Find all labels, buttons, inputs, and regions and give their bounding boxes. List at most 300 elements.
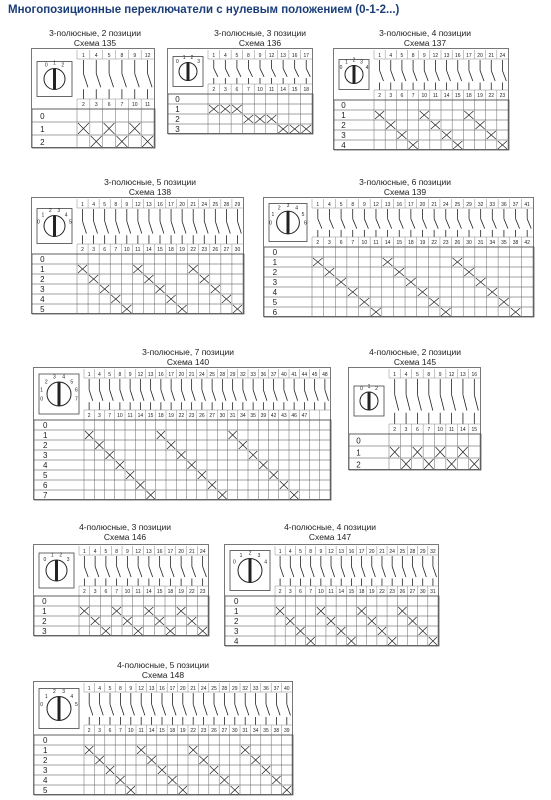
- position-label: 4: [43, 775, 48, 785]
- diagram-svg: [225, 545, 440, 647]
- position-label: 3: [42, 626, 47, 636]
- terminal-label: 3: [389, 93, 393, 99]
- contact-blade: [413, 71, 417, 82]
- contact-blade: [204, 221, 208, 233]
- knob-handle-icon: [353, 66, 356, 84]
- terminal-label: 7: [309, 589, 313, 595]
- contact-blade: [315, 390, 319, 401]
- contact-blade: [325, 390, 329, 401]
- terminal-label: 12: [137, 372, 144, 378]
- contact-blade: [413, 567, 417, 578]
- terminal-label: 20: [178, 549, 184, 555]
- terminal-label: 19: [477, 93, 483, 99]
- contact-blade: [222, 390, 226, 401]
- terminal-label: 14: [148, 728, 155, 734]
- contact-blade: [116, 221, 120, 233]
- terminal-label: 2: [87, 413, 91, 419]
- contact-blade: [447, 71, 451, 82]
- terminal-label: 22: [190, 728, 196, 734]
- position-label: 0: [175, 94, 180, 104]
- terminal-label: 6: [416, 427, 419, 433]
- scheme-caption: [270, 522, 390, 542]
- terminal-label: 3: [92, 247, 95, 253]
- contact-blade: [380, 71, 384, 82]
- terminal-label: 23: [499, 93, 506, 99]
- contact-blade: [162, 704, 166, 715]
- terminal-label: 3: [97, 413, 101, 419]
- contact-blade: [152, 704, 156, 715]
- contact-blade: [109, 74, 113, 88]
- contact-blade: [429, 395, 433, 411]
- knob-handle-icon: [287, 211, 290, 234]
- terminal-label: 15: [147, 413, 154, 419]
- terminal-label: 5: [103, 202, 107, 208]
- terminal-label: 5: [107, 53, 111, 59]
- scheme-number: Схема 148: [141, 670, 185, 680]
- terminal-label: 18: [169, 728, 176, 734]
- contact-blade: [248, 68, 252, 76]
- contact-blade: [274, 390, 278, 401]
- terminal-label: 5: [299, 549, 302, 555]
- terminal-label: 33: [250, 372, 256, 378]
- terminal-label: 5: [108, 686, 112, 692]
- knob-handle-icon: [187, 63, 190, 81]
- terminal-label: 27: [221, 728, 228, 734]
- contact-blade: [527, 219, 531, 229]
- terminal-label: 31: [477, 240, 484, 246]
- terminal-label: 29: [419, 549, 426, 555]
- terminal-label: 11: [448, 427, 455, 433]
- terminal-label: 13: [280, 53, 286, 59]
- contact-blade: [402, 71, 406, 82]
- contact-blade: [89, 704, 93, 715]
- terminal-label: 10: [318, 589, 324, 595]
- diagram-svg: [32, 198, 245, 315]
- contact-blade: [372, 567, 376, 578]
- position-label: 2: [272, 267, 278, 277]
- terminal-label: 7: [115, 589, 119, 595]
- contact-blade: [300, 567, 304, 578]
- position-label: 2: [43, 755, 48, 765]
- knob-handle-icon: [58, 382, 61, 406]
- terminal-label: 3: [223, 87, 227, 93]
- dial-position-label: 1: [53, 60, 56, 67]
- contact-blade: [95, 567, 99, 578]
- scheme-label: 3-полюсные, 7 позиции: [142, 347, 234, 357]
- dial-position-label: 7: [74, 396, 78, 403]
- knob-handle-icon: [53, 69, 56, 90]
- contact-blade: [260, 68, 264, 76]
- terminal-label: 23: [199, 589, 206, 595]
- terminal-label: 2: [212, 87, 216, 93]
- dial-position-label: 0: [339, 65, 343, 71]
- position-label: 1: [175, 104, 180, 114]
- knob-handle-icon: [368, 392, 371, 410]
- terminal-label: 27: [209, 413, 215, 419]
- dial-position-label: 1: [41, 212, 45, 219]
- contact-blade: [321, 567, 325, 578]
- position-label: 1: [42, 606, 47, 616]
- terminal-label: 8: [427, 372, 431, 378]
- contact-blade: [304, 390, 308, 401]
- terminal-label: 2: [82, 589, 86, 595]
- scheme-number: Схема 147: [308, 532, 352, 542]
- contact-blade: [295, 68, 299, 76]
- terminal-label: 31: [229, 413, 236, 419]
- scheme-number: Схема 138: [128, 187, 172, 197]
- terminal-label: 4: [389, 53, 393, 59]
- page-title: Многопозиционные переключатели с нулевым положением (0-1-2...): [8, 4, 400, 16]
- terminal-label: 30: [419, 589, 426, 595]
- contact-blade: [435, 71, 439, 82]
- terminal-label: 2: [81, 247, 84, 253]
- terminal-label: 20: [180, 686, 186, 692]
- terminal-label: 14: [338, 589, 344, 595]
- terminal-label: 11: [373, 240, 379, 246]
- dial-position-label: 4: [70, 693, 74, 700]
- contact-blade: [245, 704, 249, 715]
- terminal-label: 12: [135, 549, 141, 555]
- dial-position-label: 0: [233, 559, 236, 566]
- terminal-label: 12: [373, 202, 379, 208]
- terminal-label: 33: [252, 686, 259, 692]
- position-label: 5: [43, 470, 48, 480]
- terminal-label: 24: [499, 53, 506, 59]
- terminal-label: 15: [454, 93, 461, 99]
- terminal-label: 1: [87, 372, 91, 378]
- knob-handle-icon: [58, 697, 61, 721]
- terminal-label: 13: [148, 686, 155, 692]
- terminal-label: 32: [477, 202, 484, 208]
- contact-blade: [117, 567, 121, 578]
- terminal-label: 36: [260, 372, 267, 378]
- position-label: 3: [272, 277, 278, 287]
- contact-blade: [182, 221, 186, 233]
- scheme-label: 4-полюсные, 2 позиции: [369, 347, 461, 357]
- dial-position-label: 3: [360, 59, 363, 66]
- terminal-label: 32: [240, 372, 246, 378]
- terminal-label: 3: [404, 427, 408, 433]
- terminal-label: 7: [108, 413, 112, 419]
- contact-blade: [280, 567, 284, 578]
- position-label: 3: [43, 765, 48, 775]
- terminal-label: 5: [108, 372, 112, 378]
- terminal-label: 4: [328, 202, 331, 208]
- contact-blade: [272, 68, 276, 76]
- dial-position-label: 6: [74, 387, 78, 394]
- terminal-label: 5: [339, 202, 343, 208]
- contact-blade: [160, 567, 164, 578]
- scheme-label: 3-полюсные, 5 позиции: [104, 177, 196, 187]
- contact-blade: [457, 219, 461, 229]
- terminal-label: 10: [437, 427, 443, 433]
- terminal-label: 29: [466, 202, 472, 208]
- terminal-label: 15: [291, 87, 298, 93]
- contact-blade: [391, 71, 395, 82]
- terminal-label: 21: [188, 372, 195, 378]
- contact-blade: [141, 704, 145, 715]
- terminal-label: 40: [284, 686, 290, 692]
- terminal-label: 43: [281, 413, 287, 419]
- contact-blade: [306, 68, 310, 76]
- dial-position-label: 2: [48, 208, 52, 215]
- dial-position-label: 4: [64, 212, 68, 219]
- terminal-label: 37: [273, 686, 280, 692]
- contact-blade: [353, 219, 357, 229]
- terminal-label: 18: [168, 247, 174, 253]
- terminal-label: 8: [119, 686, 122, 692]
- scheme-label: 3-полюсные, 2 позиции: [49, 28, 141, 38]
- contact-blade: [106, 567, 110, 578]
- dial-position-label: 2: [375, 386, 378, 393]
- position-grid: [264, 247, 534, 317]
- terminal-label: 48: [322, 372, 328, 378]
- terminal-label: 7: [411, 93, 415, 99]
- position-label: 4: [234, 636, 239, 646]
- contact-blade: [149, 567, 153, 578]
- terminal-label: 1: [82, 53, 85, 59]
- scheme-label: 3-полюсные, 3 позиции: [214, 28, 306, 38]
- contact-blade: [502, 71, 506, 82]
- dial-position-label: 2: [61, 62, 65, 69]
- terminal-label: 7: [247, 87, 250, 93]
- terminal-label: 18: [358, 589, 365, 595]
- contact-blade: [417, 395, 421, 411]
- terminal-label: 16: [156, 549, 163, 555]
- terminal-label: 14: [146, 247, 152, 253]
- contact-blade: [423, 567, 427, 578]
- contact-blade: [94, 221, 98, 233]
- terminal-label: 25: [399, 549, 406, 555]
- contact-blade: [149, 221, 153, 233]
- terminal-label: 14: [384, 240, 391, 246]
- contact-blade: [237, 221, 241, 233]
- terminal-label: 31: [430, 589, 436, 595]
- dial-position-label: 4: [62, 374, 66, 381]
- terminal-label: 13: [460, 372, 466, 378]
- terminal-label: 15: [396, 240, 403, 246]
- terminal-label: 46: [291, 413, 297, 419]
- contact-blade: [127, 221, 131, 233]
- contact-blade: [474, 395, 478, 411]
- contact-blade: [89, 390, 93, 401]
- position-label: 4: [272, 287, 278, 297]
- terminal-label: 28: [409, 549, 416, 555]
- terminal-label: 6: [235, 87, 239, 93]
- position-label: 3: [43, 450, 48, 460]
- terminal-label: 10: [361, 240, 368, 246]
- contact-blade: [290, 567, 294, 578]
- dial-position-label: 5: [69, 219, 72, 226]
- terminal-label: 19: [369, 589, 375, 595]
- contact-blade: [171, 390, 175, 401]
- terminal-label: 26: [454, 240, 461, 246]
- terminal-label: 37: [270, 372, 277, 378]
- contact-blade: [481, 219, 485, 229]
- terminal-label: 20: [369, 549, 375, 555]
- position-label: 0: [341, 100, 346, 110]
- diagram-svg: [168, 49, 314, 135]
- dial-position-label: 0: [176, 58, 179, 65]
- terminal-label: 17: [168, 372, 174, 378]
- terminal-label: 34: [252, 728, 259, 734]
- terminal-label: 2: [393, 427, 397, 433]
- terminal-label: 9: [125, 202, 129, 208]
- diagram-svg: [264, 198, 535, 318]
- terminal-label: 10: [257, 87, 263, 93]
- dial-position-label: 0: [37, 219, 40, 226]
- position-label: 2: [341, 120, 346, 130]
- terminal-label: 24: [201, 202, 208, 208]
- terminal-label: 16: [291, 53, 298, 59]
- position-label: 5: [43, 785, 48, 795]
- terminal-label: 2: [87, 728, 91, 734]
- terminal-label: 9: [258, 53, 262, 59]
- contact-blade: [120, 390, 124, 401]
- terminal-label: 35: [501, 240, 507, 246]
- position-label: 2: [175, 114, 180, 124]
- contact-blade: [423, 219, 427, 229]
- contact-blade: [235, 704, 239, 715]
- scheme-caption: [345, 177, 465, 197]
- scheme-caption: [35, 28, 155, 48]
- dial-position-label: 1: [239, 552, 243, 559]
- terminal-label: 35: [250, 413, 256, 419]
- dial-position-label: 3: [62, 689, 66, 696]
- terminal-label: 24: [389, 549, 395, 555]
- terminal-label: 21: [488, 53, 495, 59]
- terminal-label: 24: [442, 202, 449, 208]
- terminal-label: 13: [146, 202, 152, 208]
- terminal-label: 23: [200, 728, 207, 734]
- terminal-label: 39: [260, 413, 267, 419]
- dial-position-label: 3: [197, 58, 200, 65]
- knob-handle-icon: [55, 560, 58, 581]
- terminal-label: 24: [199, 549, 206, 555]
- dial-position-label: 2: [352, 57, 356, 64]
- terminal-label: 6: [108, 728, 112, 734]
- contact-blade: [392, 567, 396, 578]
- scheme-label: 3-полюсные, 4 позиции: [379, 28, 471, 38]
- terminal-label: 22: [431, 240, 437, 246]
- contact-blade: [516, 219, 520, 229]
- scheme-number: Схема 145: [393, 357, 437, 367]
- contact-blade: [160, 221, 164, 233]
- terminal-label: 32: [430, 549, 436, 555]
- contact-blade: [226, 221, 230, 233]
- terminal-label: 31: [242, 728, 248, 734]
- scheme-caption: [190, 28, 330, 48]
- terminal-label: 9: [133, 53, 137, 59]
- contact-blade: [181, 390, 185, 401]
- contact-blade: [127, 567, 131, 578]
- contact-blade: [433, 567, 437, 578]
- contact-blade: [406, 395, 410, 411]
- terminal-label: 10: [124, 589, 131, 595]
- terminal-label: 14: [280, 87, 286, 93]
- contact-blade: [181, 567, 185, 578]
- terminal-label: 21: [190, 202, 196, 208]
- dial-position-label: 5: [70, 379, 74, 386]
- terminal-label: 30: [234, 247, 241, 253]
- terminal-label: 25: [454, 202, 461, 208]
- terminal-label: 29: [232, 686, 238, 692]
- terminal-label: 26: [212, 247, 219, 253]
- terminal-label: 27: [409, 589, 416, 595]
- terminal-label: 40: [281, 372, 287, 378]
- terminal-label: 22: [189, 589, 195, 595]
- position-label: 5: [272, 297, 278, 307]
- knob-handle-icon: [53, 216, 56, 237]
- dial-position-label: 0: [40, 701, 44, 708]
- terminal-label: 10: [131, 102, 138, 108]
- diagram-svg: [34, 368, 332, 501]
- terminal-label: 17: [408, 202, 414, 208]
- scheme-label: 4-полюсные, 4 позиции: [284, 522, 376, 532]
- position-label: 2: [40, 274, 45, 284]
- terminal-label: 11: [144, 102, 151, 108]
- contact-blade: [83, 221, 87, 233]
- contact-blade: [237, 68, 241, 76]
- contact-blade: [329, 219, 333, 229]
- terminal-label: 38: [273, 728, 280, 734]
- terminal-label: 21: [379, 549, 385, 555]
- terminal-label: 32: [242, 686, 248, 692]
- contact-blade: [214, 704, 218, 715]
- terminal-label: 25: [211, 686, 217, 692]
- terminal-label: 14: [443, 93, 450, 99]
- contact-blade: [395, 395, 399, 411]
- dial-position-label: 5: [301, 211, 305, 218]
- position-grid: [349, 434, 481, 470]
- terminal-label: 17: [358, 549, 365, 555]
- position-label: 2: [42, 616, 47, 626]
- terminal-label: 6: [299, 589, 302, 595]
- contact-blade: [192, 567, 196, 578]
- dial-position-label: 1: [367, 384, 371, 390]
- terminal-label: 18: [303, 87, 310, 93]
- contact-blade: [151, 390, 155, 401]
- position-label: 2: [43, 440, 48, 450]
- terminal-label: 16: [159, 686, 165, 692]
- terminal-label: 2: [378, 93, 381, 99]
- switch-diagram: [167, 48, 313, 134]
- terminal-label: 30: [466, 240, 472, 246]
- contact-blade: [253, 390, 257, 401]
- position-grid: [334, 100, 509, 150]
- position-label: 4: [43, 460, 48, 470]
- terminal-label: 16: [454, 53, 461, 59]
- contact-blade: [193, 704, 197, 715]
- terminal-label: 9: [128, 372, 132, 378]
- dial-position-label: 3: [52, 374, 56, 381]
- contact-blade: [263, 390, 267, 401]
- contact-blade: [284, 390, 288, 401]
- terminal-label: 23: [201, 247, 208, 253]
- contact-blade: [135, 74, 139, 88]
- position-label: 1: [43, 745, 48, 755]
- contact-blade: [193, 221, 197, 233]
- scheme-number: Схема 137: [403, 38, 447, 48]
- position-label: 3: [234, 626, 239, 636]
- switch-diagram: [224, 544, 439, 646]
- position-label: 1: [43, 430, 48, 440]
- contact-blade: [214, 68, 218, 76]
- contact-blade: [204, 704, 208, 715]
- terminal-label: 17: [466, 53, 472, 59]
- contact-blade: [376, 219, 380, 229]
- dial-position-label: 2: [59, 552, 63, 559]
